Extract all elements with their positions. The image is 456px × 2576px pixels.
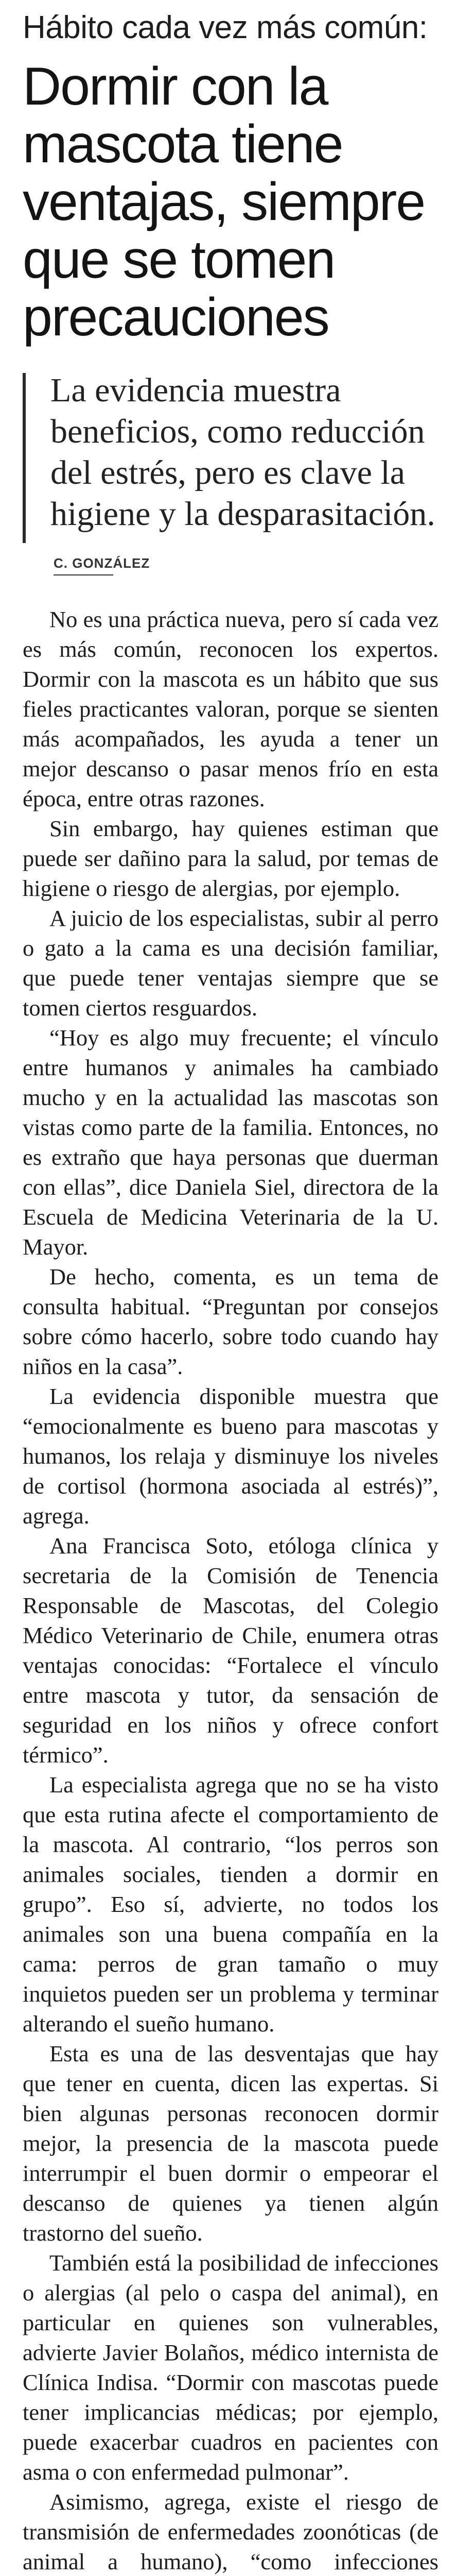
body-paragraph: Esta es una de las desventajas que hay que tener en cuenta, dicen las expertas. Si bien algunas personas reconocen dormir mejor, la presencia de la mascota puede interrumpir el buen dormir o empeorar el descanso de quienes ya tienen algún trastorno del sueño. (23, 2041, 439, 2246)
article-page (0, 9, 456, 2576)
body-paragraph: También está la posibilidad de infecciones o alergias (al pelo o caspa del animal), en particular en quienes son vulnerables, advierte Javier Bolaños, médico internista de Clínica Indisa. “Dormir con mascotas puede tener implicancias médicas; por ejemplo, puede exacerbar cuadros en pacientes con asma o con enfermedad pulmonar”. (23, 2250, 439, 2485)
article-body (23, 604, 439, 2576)
article-headline: Dormir con la mascota tiene ventajas, siempre que se tomen precauciones (23, 57, 425, 347)
body-paragraph: De hecho, comenta, es un tema de consulta habitual. “Preguntan por consejos sobre cómo hacerlo, sobre todo cuando hay niños en la casa”. (23, 1264, 439, 1379)
body-paragraph: Sin embargo, hay quienes estiman que puede ser dañino para la salud, por temas de higiene o riesgo de alergias, por ejemplo. (23, 816, 439, 901)
article-deck-block (17, 370, 439, 535)
body-paragraph: La evidencia disponible muestra que “emocionalmente es bueno para mascotas y humanos, los relaja y disminuye los niveles de cortisol (hormona asociada al estrés)”, agrega. (23, 1383, 439, 1529)
body-paragraph: “Hoy es algo muy frecuente; el vínculo entre humanos y animales ha cambiado mucho y en la actualidad las mascotas son vistas como parte de la familia. Entonces, no es extraño que haya personas que duerman con ellas”, dice Daniela Siel, directora de la Escuela de Medicina Veterinaria de la U. Mayor. (23, 1025, 439, 1260)
deck-accent-bar (23, 373, 26, 543)
body-paragraph: Asimismo, agrega, existe el riesgo de transmisión de enfermedades zoonóticas (de animal a humano), “como infecciones (23, 2489, 439, 2574)
byline-rule (54, 574, 113, 575)
body-paragraph: No es una práctica nueva, pero sí cada vez es más común, reconocen los expertos. Dormir con la mascota es un hábito que sus fieles practicantes valoran, porque se sienten más acompañados, les ayuda a tener un mejor descanso o pasar menos frío en esta época, entre otras razones. (23, 606, 439, 811)
body-paragraph: Ana Francisca Soto, etóloga clínica y secretaria de la Comisión de Tenencia Responsable de Mascotas, del Colegio Médico Veterinario de Chile, enumera otras ventajas conocidas: “Fortalece el vínculo entre mascota y tutor, da sensación de seguridad en los niños y ofrece confort térmico”. (23, 1533, 439, 1768)
article-byline: C. GONZÁLEZ (54, 555, 150, 571)
article-deck: La evidencia muestra beneficios, como reducción del estrés, pero es clave la higiene y la desparasitación. (50, 371, 435, 533)
article-kicker: Hábito cada vez más común: (23, 10, 428, 45)
body-paragraph: A juicio de los especialistas, subir al perro o gato a la cama es una decisión familiar, que puede tener ventajas siempre que se tomen ciertos resguardos. (23, 905, 439, 1021)
body-paragraph: La especialista agrega que no se ha visto que esta rutina afecte el comportamiento de la mascota. Al contrario, “los perros son animales sociales, tienden a dormir en grupo”. Eso sí, advierte, no todos los animales son una buena compañía en la cama: perros de gran tamaño o muy inquietos pueden ser un problema y terminar alterando el sueño humano. (23, 1772, 439, 2037)
